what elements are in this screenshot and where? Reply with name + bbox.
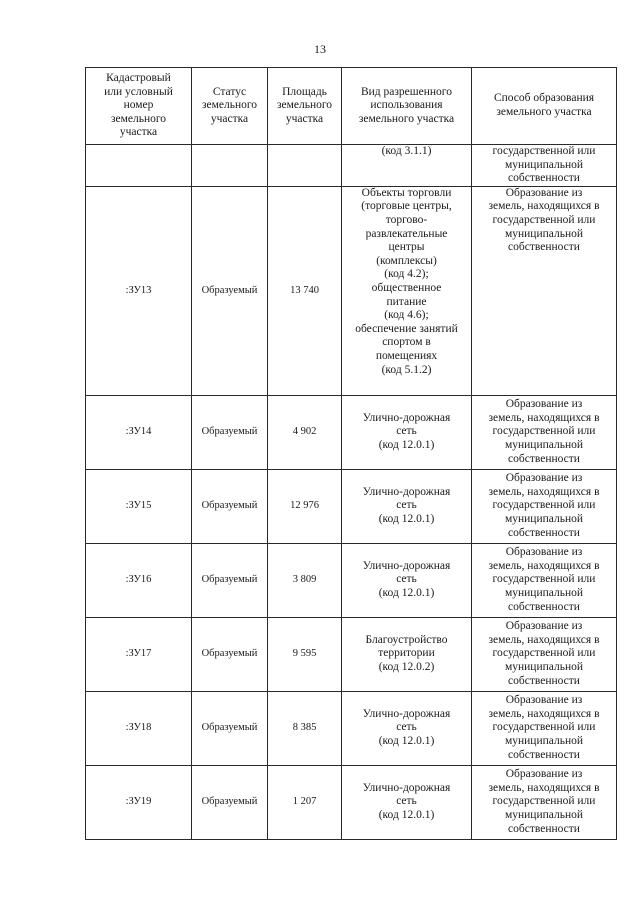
table-row <box>86 469 617 543</box>
cell-permitted-use: (код 3.1.1) <box>342 145 472 187</box>
cell-number: :ЗУ18 <box>86 691 192 765</box>
cell-number: :ЗУ17 <box>86 617 192 691</box>
cell-status: Образуемый <box>192 691 268 765</box>
header-permitted-use: Вид разрешенного использования земельного участка <box>342 68 472 145</box>
cell-permitted-use: Улично-дорожная сеть (код 12.0.1) <box>342 543 472 617</box>
cell-formation-method: Образование из земель, находящихся в государственной или муниципальной собственности <box>472 691 617 765</box>
cell-number: :ЗУ15 <box>86 469 192 543</box>
table-row <box>86 395 617 469</box>
cell-formation-method: Образование из земель, находящихся в государственной или муниципальной собственности <box>472 543 617 617</box>
cell-formation-method: государственной или муниципальной собственности <box>472 145 617 187</box>
cell-formation-method: Образование из земель, находящихся в государственной или муниципальной собственности <box>472 395 617 469</box>
cell-status <box>192 145 268 187</box>
cell-area: 13 740 <box>268 186 342 395</box>
cell-status: Образуемый <box>192 469 268 543</box>
cell-area <box>268 145 342 187</box>
table-row <box>86 543 617 617</box>
cell-permitted-use: Улично-дорожная сеть (код 12.0.1) <box>342 469 472 543</box>
cell-status: Образуемый <box>192 617 268 691</box>
cell-permitted-use: Улично-дорожная сеть (код 12.0.1) <box>342 691 472 765</box>
header-cadastral-number: Кадастровый или условный номер земельного участка <box>86 68 192 145</box>
cell-permitted-use: Улично-дорожная сеть (код 12.0.1) <box>342 765 472 839</box>
cell-status: Образуемый <box>192 186 268 395</box>
cell-formation-method: Образование из земель, находящихся в государственной или муниципальной собственности <box>472 617 617 691</box>
cell-number: :ЗУ13 <box>86 186 192 395</box>
land-plots-table <box>85 67 617 840</box>
cell-formation-method: Образование из земель, находящихся в государственной или муниципальной собственности <box>472 469 617 543</box>
cell-status: Образуемый <box>192 543 268 617</box>
header-status: Статус земельного участка <box>192 68 268 145</box>
cell-area: 4 902 <box>268 395 342 469</box>
cell-area: 8 385 <box>268 691 342 765</box>
cell-area: 9 595 <box>268 617 342 691</box>
cell-permitted-use: Благоустройство территории (код 12.0.2) <box>342 617 472 691</box>
table-row-continuation <box>86 145 617 187</box>
cell-status: Образуемый <box>192 395 268 469</box>
cell-formation-method: Образование из земель, находящихся в государственной или муниципальной собственности <box>472 186 617 395</box>
cell-area: 1 207 <box>268 765 342 839</box>
page-number: 13 <box>314 42 326 56</box>
cell-number: :ЗУ19 <box>86 765 192 839</box>
table-row <box>86 691 617 765</box>
header-formation-method: Способ образования земельного участка <box>472 68 617 145</box>
cell-number: :ЗУ16 <box>86 543 192 617</box>
table-row <box>86 186 617 395</box>
cell-number: :ЗУ14 <box>86 395 192 469</box>
table-header-row <box>86 68 617 145</box>
cell-area: 3 809 <box>268 543 342 617</box>
table-row <box>86 765 617 839</box>
cell-permitted-use: Улично-дорожная сеть (код 12.0.1) <box>342 395 472 469</box>
header-area: Площадь земельного участка <box>268 68 342 145</box>
cell-permitted-use: Объекты торговли (торговые центры, торгово- развлекательные центры (комплексы) (код 4.2); общественное питание (код 4.6); обеспечение занятий спортом в помещениях (код 5.1.2) <box>342 186 472 395</box>
cell-number <box>86 145 192 187</box>
table-row <box>86 617 617 691</box>
cell-area: 12 976 <box>268 469 342 543</box>
cell-formation-method: Образование из земель, находящихся в государственной или муниципальной собственности <box>472 765 617 839</box>
cell-status: Образуемый <box>192 765 268 839</box>
